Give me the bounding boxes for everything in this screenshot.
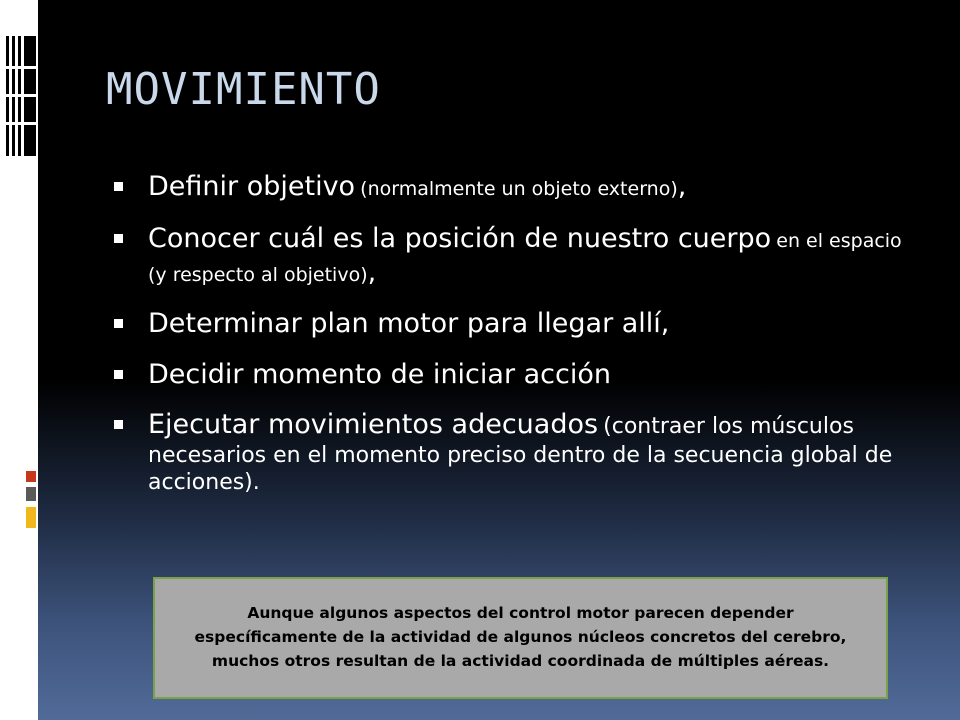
note-text: Aunque algunos aspectos del control motor parecen depender específicamente de la actividad de algunos núcleos concretos del cerebro, muchos otros resultan de la actividad coordinada de múltiples aéreas. [194,604,847,670]
bullet-main-text: Ejecutar movimientos adecuados [148,409,599,441]
square-bullet-icon [114,420,123,429]
bullet-item [112,170,912,203]
bullet-detail-text: (normalmente un objeto externo) [360,178,678,200]
accent-square-gray [26,487,36,501]
bullet-list [112,170,912,496]
bullet-main-text: Conocer cuál es la posición de nuestro cuerpo [148,223,772,255]
bullet-tail-text: , [677,171,687,202]
bullet-main-text: Decidir momento de iniciar acción [148,358,611,390]
square-bullet-icon [114,370,123,379]
slide-title: MOVIMIENTO [106,64,381,115]
bullet-item [112,307,912,340]
note-box [153,577,888,699]
bullet-detail-text: en el espacio (y respecto al objetivo) [148,230,902,286]
bullet-item [112,358,912,391]
square-bullet-icon [114,319,123,328]
bullet-item [112,408,912,496]
window-pane-icon [2,36,36,156]
bullet-tail-text: , [367,256,377,288]
square-bullet-icon [114,182,123,191]
bullet-detail-text: (contraer los músculos necesarios en el momento preciso dentro de la secuencia global de acciones). [148,414,893,496]
accent-square-yellow [26,507,36,528]
left-decorative-bar [0,0,38,720]
bullet-main-text: Definir objetivo [148,171,356,202]
square-bullet-icon [114,234,123,243]
bullet-item [112,222,912,289]
bullet-main-text: Determinar plan motor para llegar allí, [148,308,670,340]
accent-square-red [26,471,36,482]
